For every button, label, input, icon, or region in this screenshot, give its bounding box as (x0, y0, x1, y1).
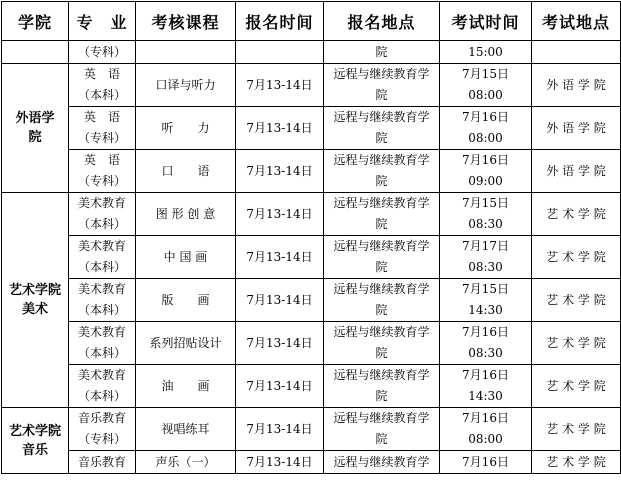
major-cell: 音乐教育 （专科） (69, 408, 136, 451)
course-cell: 版 画 (136, 279, 236, 322)
reg-place-cell: 远程与继续教育学 院 (324, 408, 440, 451)
table-row (2, 279, 621, 322)
exam-time-cell: 15:00 (440, 41, 532, 64)
exam-schedule-table (1, 1, 621, 474)
reg-time-cell: 7月13-14日 (236, 322, 324, 365)
college-cell (2, 41, 69, 64)
table-row (2, 64, 621, 107)
course-cell: 系列招贴设计 (136, 322, 236, 365)
reg-place-cell: 远程与继续教育学 院 (324, 279, 440, 322)
reg-place-cell: 远程与继续教育学 院 (324, 64, 440, 107)
major-cell: 美术教育 （本科） (69, 365, 136, 408)
table-row (2, 107, 621, 150)
reg-place-cell: 远程与继续教育学 院 (324, 193, 440, 236)
course-cell: 图 形 创 意 (136, 193, 236, 236)
header-major: 专 业 (69, 2, 136, 41)
table-row (2, 150, 621, 193)
reg-place-cell: 远程与继续教育学 院 (324, 150, 440, 193)
reg-place-cell: 远程与继续教育学 院 (324, 365, 440, 408)
table-row (2, 365, 621, 408)
table-row (2, 408, 621, 451)
reg-place-cell: 远程与继续教育学 院 (324, 107, 440, 150)
course-cell: 视唱练耳 (136, 408, 236, 451)
table-row (2, 193, 621, 236)
reg-time-cell: 7月13-14日 (236, 236, 324, 279)
exam-time-cell: 7月16日 08:00 (440, 107, 532, 150)
header-reg-place: 报名地点 (324, 2, 440, 41)
major-cell: （专科） (69, 41, 136, 64)
table-row (2, 322, 621, 365)
reg-place-cell: 远程与继续教育学 院 (324, 236, 440, 279)
major-cell: 美术教育 （本科） (69, 193, 136, 236)
reg-place-cell: 远程与继续教育学 院 (324, 322, 440, 365)
header-exam-place: 考试地点 (532, 2, 621, 41)
exam-time-cell: 7月16日 09:00 (440, 150, 532, 193)
college-cell: 艺术学院 音乐 (2, 408, 69, 474)
continuation-row (2, 41, 621, 64)
reg-time-cell: 7月13-14日 (236, 64, 324, 107)
header-row (2, 2, 621, 41)
exam-place-cell: 外 语 学 院 (532, 107, 621, 150)
exam-time-cell: 7月16日 08:00 (440, 408, 532, 451)
exam-place-cell: 艺 术 学 院 (532, 322, 621, 365)
reg-time-cell: 7月13-14日 (236, 451, 324, 474)
header-college: 学院 (2, 2, 69, 41)
course-cell: 听 力 (136, 107, 236, 150)
course-cell: 口 语 (136, 150, 236, 193)
college-cell: 外语学 院 (2, 64, 69, 193)
major-cell: 美术教育 （本科） (69, 236, 136, 279)
exam-place-cell: 艺 术 学 院 (532, 365, 621, 408)
reg-time-cell: 7月13-14日 (236, 193, 324, 236)
course-cell: 声乐（一） (136, 451, 236, 474)
exam-time-cell: 7月15日 08:00 (440, 64, 532, 107)
reg-time-cell: 7月13-14日 (236, 150, 324, 193)
major-cell: 美术教育 （本科） (69, 279, 136, 322)
exam-place-cell: 艺 术 学 院 (532, 451, 621, 474)
table-row (2, 451, 621, 474)
major-cell: 英 语 （专科） (69, 107, 136, 150)
exam-time-cell: 7月17日 08:30 (440, 236, 532, 279)
course-cell: 中 国 画 (136, 236, 236, 279)
major-cell: 英 语 （本科） (69, 64, 136, 107)
table-row (2, 236, 621, 279)
course-cell: 口译与听力 (136, 64, 236, 107)
header-course: 考核课程 (136, 2, 236, 41)
exam-place-cell: 外 语 学 院 (532, 150, 621, 193)
exam-place-cell: 艺 术 学 院 (532, 408, 621, 451)
exam-time-cell: 7月16日 14:30 (440, 365, 532, 408)
exam-time-cell: 7月16日 08:30 (440, 322, 532, 365)
major-cell: 美术教育 （本科） (69, 322, 136, 365)
exam-time-cell: 7月15日 14:30 (440, 279, 532, 322)
reg-time-cell: 7月13-14日 (236, 107, 324, 150)
header-exam-time: 考试时间 (440, 2, 532, 41)
exam-place-cell: 艺 术 学 院 (532, 193, 621, 236)
college-cell: 艺术学院 美术 (2, 193, 69, 408)
major-cell: 音乐教育 (69, 451, 136, 474)
reg-place-cell: 远程与继续教育学 (324, 451, 440, 474)
reg-time-cell: 7月13-14日 (236, 408, 324, 451)
reg-place-cell: 院 (324, 41, 440, 64)
course-cell (136, 41, 236, 64)
reg-time-cell: 7月13-14日 (236, 365, 324, 408)
exam-place-cell: 艺 术 学 院 (532, 279, 621, 322)
exam-place-cell (532, 41, 621, 64)
reg-time-cell: 7月13-14日 (236, 279, 324, 322)
course-cell: 油 画 (136, 365, 236, 408)
exam-place-cell: 外 语 学 院 (532, 64, 621, 107)
exam-time-cell: 7月15日 08:30 (440, 193, 532, 236)
exam-place-cell: 艺 术 学 院 (532, 236, 621, 279)
exam-time-cell: 7月16日 (440, 451, 532, 474)
header-reg-time: 报名时间 (236, 2, 324, 41)
major-cell: 英 语 （专科） (69, 150, 136, 193)
reg-time-cell (236, 41, 324, 64)
